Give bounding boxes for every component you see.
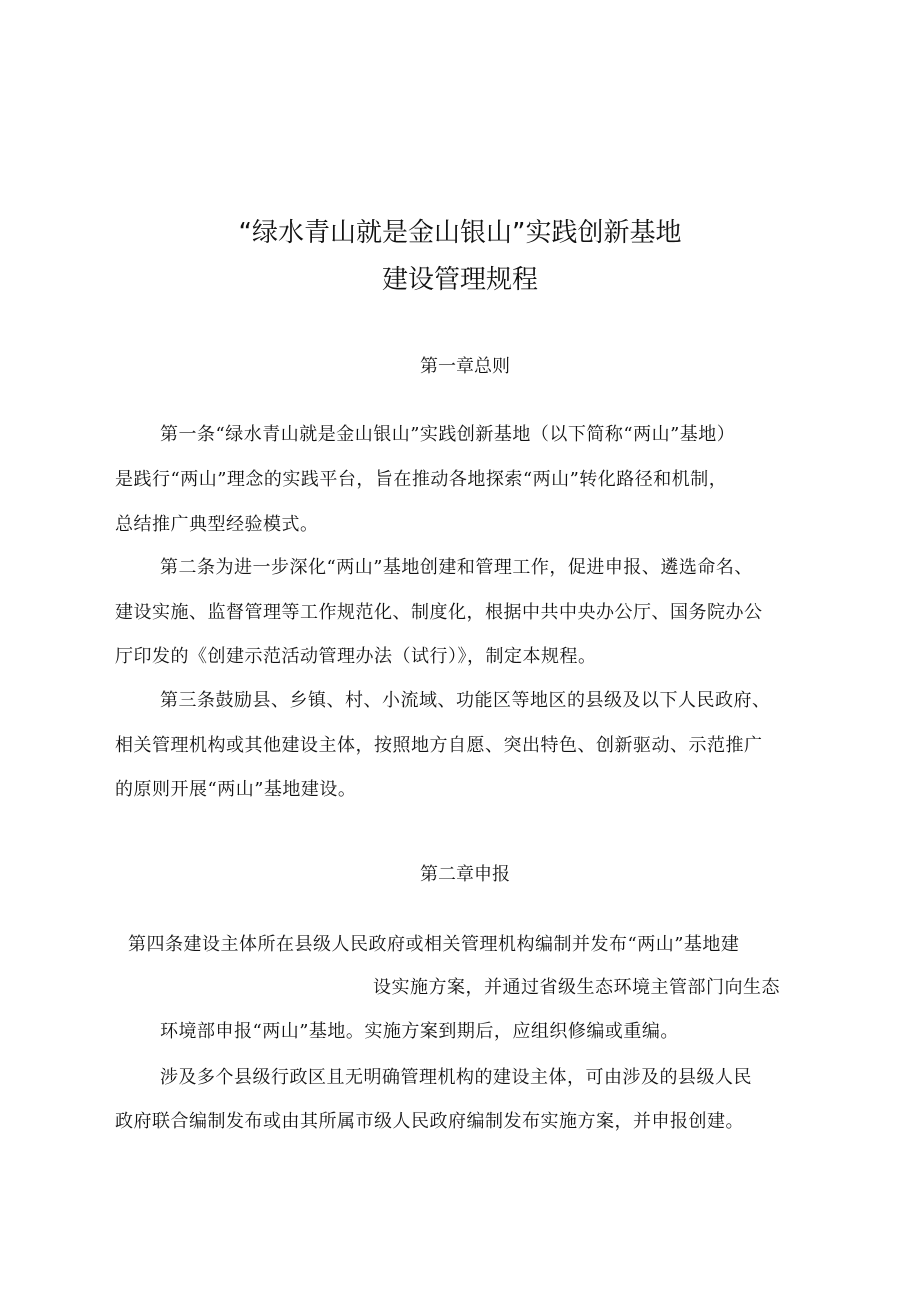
article-4-line-3: 环境部申报“两山”基地。实施方案到期后，应组织修编或重编。: [160, 1021, 679, 1042]
chapter-2-heading: 第二章申报: [420, 864, 510, 885]
chapter-1-heading: 第一章总则: [420, 356, 510, 377]
document-title-line-2: 建设管理规程: [381, 265, 538, 295]
article-4-line-1: 第四条建设主体所在县级人民政府或相关管理机构编制并发布“两山”基地建: [128, 934, 740, 955]
article-3-line-3: 的原则开展“两山”基地建设。: [115, 779, 357, 800]
article-4-para-2-line-2: 政府联合编制发布或由其所属市级人民政府编制发布实施方案，并申报创建。: [115, 1111, 744, 1132]
article-1-line-2: 是践行“两山”理念的实践平台，旨在推动各地探索“两山”转化路径和机制，: [115, 469, 728, 490]
article-4-para-2-line-1: 涉及多个县级行政区且无明确管理机构的建设主体，可由涉及的县级人民: [160, 1067, 752, 1088]
article-4-line-2: 设实施方案，并通过省级生态环境主管部门向生态: [373, 977, 780, 998]
article-1-line-3: 总结推广典型经验模式。: [115, 514, 319, 535]
article-2-line-1: 第二条为进一步深化“两山”基地创建和管理工作，促进申报、遴选命名、: [160, 557, 753, 578]
article-3-line-2: 相关管理机构或其他建设主体，按照地方自愿、突出特色、创新驱动、示范推广: [115, 735, 763, 756]
article-3-line-1: 第三条鼓励县、乡镇、村、小流域、功能区等地区的县级及以下人民政府、: [160, 690, 771, 711]
article-1-line-1: 第一条“绿水青山就是金山银山”实践创新基地（以下简称“两山”基地）: [160, 424, 736, 445]
article-2-line-2: 建设实施、监督管理等工作规范化、制度化，根据中共中央办公厅、国务院办公: [115, 602, 763, 623]
document-title-line-1: “绿水青山就是金山银山”实践创新基地: [238, 218, 682, 248]
article-2-line-3: 厅印发的《创建示范活动管理办法（试行）》，制定本规程。: [115, 646, 597, 667]
